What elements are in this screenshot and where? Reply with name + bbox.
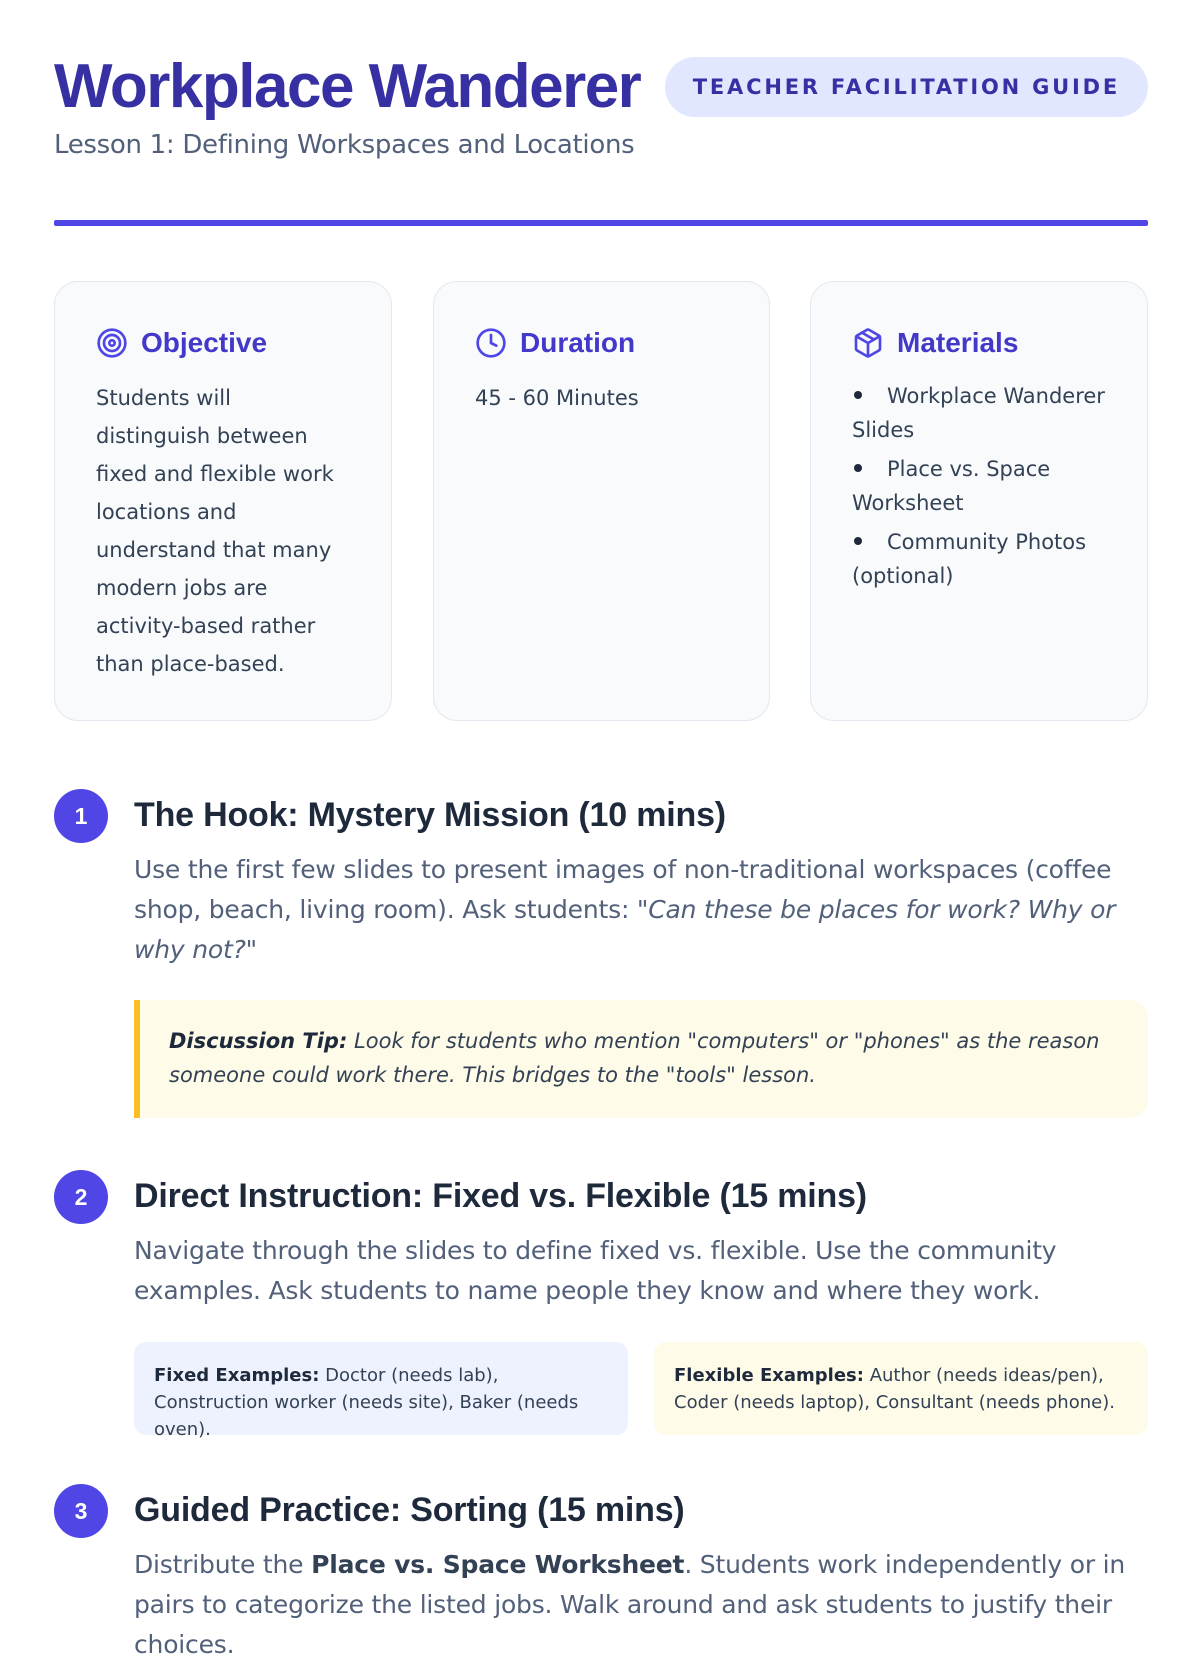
step-number-badge: 1 <box>54 789 108 843</box>
step-text-main: Use the first few slides to present images of non-traditional workspaces (coffee shop, beach, living room). Ask students: <box>134 855 1112 924</box>
objective-card-header <box>96 324 350 362</box>
fixed-examples-label: Fixed Examples: <box>154 1365 320 1386</box>
material-item-text: Community Photos (optional) <box>852 530 1087 588</box>
materials-card <box>810 281 1148 721</box>
step-text <box>134 1545 1148 1665</box>
box-icon <box>852 327 884 359</box>
objective-text: Students will distinguish between fixed and flexible work locations and understand that many modern jobs are activity-based rather than place-based. <box>96 386 334 676</box>
duration-card-header <box>475 324 728 362</box>
clock-icon <box>475 327 507 359</box>
list-item <box>852 379 1106 447</box>
step-text <box>134 850 1148 970</box>
list-item <box>852 452 1106 520</box>
list-item <box>852 525 1106 593</box>
step-body <box>134 789 1148 1118</box>
info-cards <box>54 281 1148 721</box>
duration-text: 45 - 60 Minutes <box>475 386 639 410</box>
examples-row <box>134 1342 1148 1440</box>
material-item-text: Place vs. Space Worksheet <box>852 457 1051 515</box>
target-icon <box>96 327 128 359</box>
flexible-examples-text: Author (needs ideas/pen), Coder (needs laptop), Consultant (needs phone). <box>674 1365 1115 1413</box>
step-number-badge: 3 <box>54 1484 108 1538</box>
step-body <box>134 1170 1148 1440</box>
page-subtitle: Lesson 1: Defining Workspaces and Locations <box>54 130 635 160</box>
fixed-examples-box <box>134 1342 628 1440</box>
bullet-icon <box>854 391 862 399</box>
objective-title: Objective <box>141 327 268 358</box>
objective-card <box>54 281 392 721</box>
fixed-examples-text: Doctor (needs lab), Construction worker (needs site), Baker (needs oven). <box>154 1365 579 1440</box>
tip-label: Discussion Tip: <box>169 1029 348 1053</box>
step-question: "Can these be places for work? Why or why not?" <box>134 895 1116 964</box>
worksheet-name: Place vs. Space Worksheet <box>311 1550 685 1579</box>
duration-title: Duration <box>520 327 636 358</box>
step-number-badge: 2 <box>54 1170 108 1224</box>
discussion-tip <box>134 1000 1148 1118</box>
header-divider <box>54 220 1148 226</box>
step-title: Guided Practice: Sorting (15 mins) <box>134 1491 685 1529</box>
step-text-end: . Students work independently or in pairs to categorize the listed jobs. Walk around and ask students to justify their choices. <box>134 1550 1126 1659</box>
tip-text: Look for students who mention "computers" or "phones" as the reason someone could work there. This bridges to the "tools" lesson. <box>169 1029 1100 1087</box>
bullet-icon <box>854 464 862 472</box>
step-body <box>134 1484 1148 1665</box>
step-title: Direct Instruction: Fixed vs. Flexible (15 mins) <box>134 1177 867 1215</box>
step-title: The Hook: Mystery Mission (10 mins) <box>134 796 726 834</box>
bullet-icon <box>854 537 862 545</box>
guide-badge: TEACHER FACILITATION GUIDE <box>665 57 1148 117</box>
material-item-text: Workplace Wanderer Slides <box>852 384 1105 442</box>
step-text-start: Distribute the <box>134 1550 312 1579</box>
duration-card <box>433 281 770 721</box>
materials-list <box>852 379 1106 593</box>
materials-card-header <box>852 324 1106 362</box>
page-title: Workplace Wanderer <box>54 52 641 121</box>
step-text: Navigate through the slides to define fixed vs. flexible. Use the community examples. Ask students to name people they know and where they work. <box>134 1236 1057 1305</box>
flexible-examples-box <box>654 1342 1148 1435</box>
flexible-examples-label: Flexible Examples: <box>674 1365 864 1386</box>
materials-title: Materials <box>897 327 1019 358</box>
header <box>54 50 1148 160</box>
